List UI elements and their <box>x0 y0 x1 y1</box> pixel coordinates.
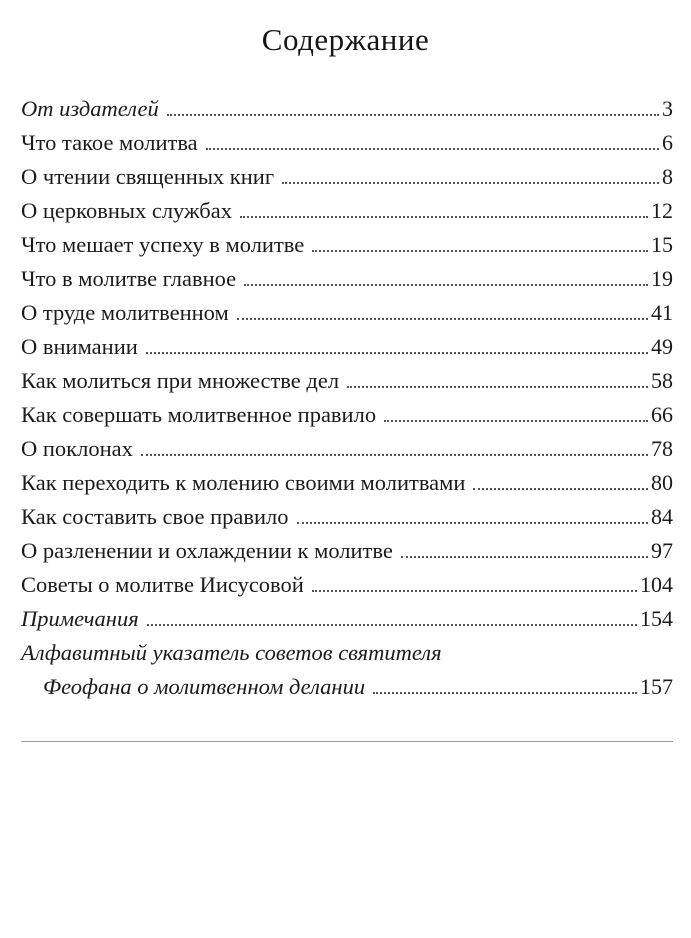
table-of-contents <box>21 92 673 704</box>
toc-entry-page: 154 <box>640 606 673 631</box>
toc-entry-page: 12 <box>651 198 673 223</box>
toc-entry <box>21 534 673 568</box>
dot-leader <box>373 692 637 694</box>
toc-entry-index-line2 <box>21 670 673 704</box>
toc-entry-page: 66 <box>651 402 673 427</box>
dot-leader <box>297 522 648 524</box>
toc-entry-label: О внимании <box>21 334 138 359</box>
toc-entry-page: 97 <box>651 538 673 563</box>
toc-entry-label: Что такое молитва <box>21 130 198 155</box>
toc-entry-page: 104 <box>640 572 673 597</box>
toc-entry-label: О разленении и охлаждении к молитве <box>21 538 393 563</box>
toc-entry <box>21 296 673 330</box>
dot-leader <box>244 284 648 286</box>
dot-leader <box>401 556 648 558</box>
toc-entry <box>21 92 673 126</box>
toc-entry <box>21 228 673 262</box>
toc-entry-page: 78 <box>651 436 673 461</box>
toc-entry-page: 8 <box>662 164 673 189</box>
toc-entry <box>21 364 673 398</box>
toc-entry <box>21 126 673 160</box>
toc-entry-page: 58 <box>651 368 673 393</box>
toc-entry-label: От издателей <box>21 96 159 121</box>
toc-entry-index-line1 <box>21 636 673 670</box>
toc-entry-label: Как составить свое правило <box>21 504 289 529</box>
toc-entry-page: 80 <box>651 470 673 495</box>
toc-entry-label: О церковных службах <box>21 198 232 223</box>
toc-entry-label: Как переходить к молению своими молитвами <box>21 470 466 495</box>
toc-entry-page: 15 <box>651 232 673 257</box>
dot-leader <box>312 250 648 252</box>
horizontal-rule <box>21 741 673 742</box>
toc-entry <box>21 398 673 432</box>
dot-leader <box>347 386 648 388</box>
toc-entry-label: Феофана о молитвенном делании <box>43 674 366 699</box>
toc-entry <box>21 262 673 296</box>
toc-entry <box>21 602 673 636</box>
toc-entry <box>21 568 673 602</box>
dot-leader <box>147 624 637 626</box>
toc-entry-page: 6 <box>662 130 673 155</box>
toc-entry <box>21 160 673 194</box>
toc-entry <box>21 500 673 534</box>
toc-entry-label: О чтении священных книг <box>21 164 275 189</box>
toc-entry-page: 84 <box>651 504 673 529</box>
toc-entry-label: Алфавитный указатель советов святителя <box>21 640 442 665</box>
toc-entry-label: Что в молитве главное <box>21 266 237 291</box>
dot-leader <box>237 318 648 320</box>
toc-entry-page: 19 <box>651 266 673 291</box>
dot-leader <box>312 590 637 592</box>
page-title: Содержание <box>261 22 430 57</box>
toc-entry-page: 157 <box>640 674 673 699</box>
toc-entry-label: О труде молитвенном <box>21 300 229 325</box>
dot-leader <box>240 216 648 218</box>
toc-entry-label: О поклонах <box>21 436 133 461</box>
dot-leader <box>146 352 648 354</box>
toc-entry <box>21 194 673 228</box>
dot-leader <box>206 148 659 150</box>
toc-entry-label: Примечания <box>21 606 139 631</box>
toc-entry-label: Что мешает успеху в молитве <box>21 232 305 257</box>
toc-entry-page: 41 <box>651 300 673 325</box>
toc-entry-label: Как молиться при множестве дел <box>21 368 340 393</box>
toc-entry-label: Как совершать молитвенное правило <box>21 402 377 427</box>
dot-leader <box>167 114 659 116</box>
toc-entry <box>21 466 673 500</box>
toc-entry <box>21 330 673 364</box>
dot-leader <box>282 182 659 184</box>
toc-entry <box>21 432 673 466</box>
dot-leader <box>473 488 648 490</box>
toc-entry-label: Советы о молитве Иисусовой <box>21 572 304 597</box>
toc-entry-page: 3 <box>662 96 673 121</box>
toc-entry-page: 49 <box>651 334 673 359</box>
dot-leader <box>384 420 648 422</box>
dot-leader <box>141 454 648 456</box>
